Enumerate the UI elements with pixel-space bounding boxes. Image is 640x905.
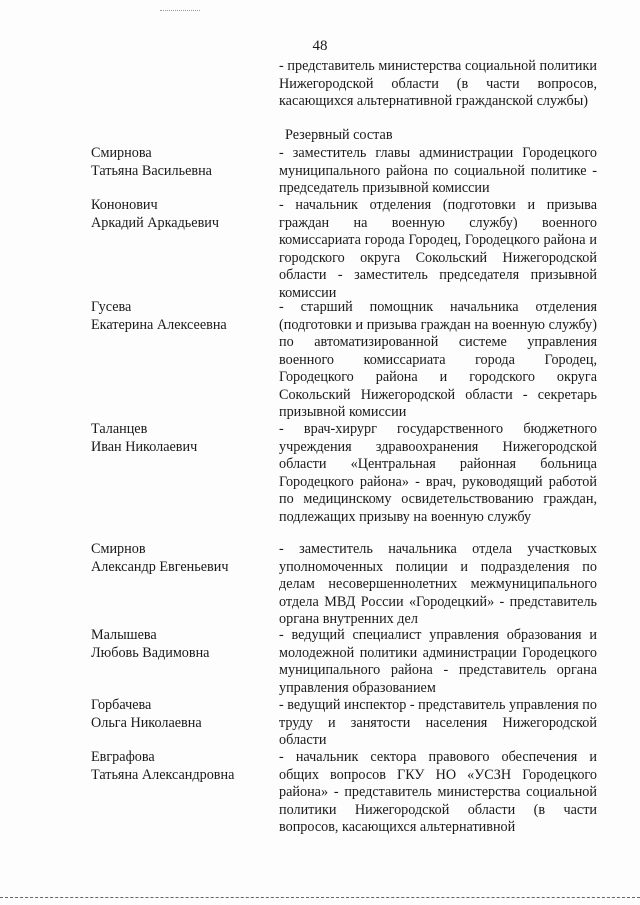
member-given-name: Александр Евгеньевич — [91, 558, 229, 575]
page-number: 48 — [312, 38, 328, 54]
member-surname: Таланцев — [91, 421, 148, 437]
member-given-name: Аркадий Аркадьевич — [91, 214, 219, 231]
member-surname: Малышева — [91, 627, 157, 643]
member-role: - врач-хирург государственного бюджетного учреждения здравоохранения Нижегородской области «Центральная районная больница Городецкого района» - врач, руководящий работой по медицинскому освидетельствованию граждан, подлежащих призыву на военную службу — [279, 421, 597, 525]
member-given-name: Любовь Вадимовна — [91, 644, 210, 661]
member-surname: Кононович — [91, 197, 158, 213]
member-role: - начальник сектора правового обеспечения и общих вопросов ГКУ НО «УСЗН Городецкого района» - представитель министерства социальной политики Нижегородской области (в части вопросов, касающихся альтернативной — [279, 749, 597, 835]
member-given-name: Татьяна Васильевна — [91, 162, 212, 179]
member-name — [91, 299, 271, 334]
member-given-name: Екатерина Алексеевна — [91, 316, 227, 333]
member-name — [91, 421, 271, 456]
member-name — [91, 697, 271, 732]
member-surname: Евграфова — [91, 749, 155, 765]
member-name — [91, 145, 271, 180]
member-surname: Смирнова — [91, 145, 152, 161]
member-role: - ведущий инспектор - представитель управления по труду и занятости населения Нижегородской области — [279, 697, 597, 748]
member-role: - заместитель главы администрации Городецкого муниципального района по социальной политике - председатель призывной комиссии — [279, 145, 597, 196]
member-role: - ведущий специалист управления образования и молодежной политики администрации Городецкого муниципального района - представитель органа управления образованием — [279, 627, 597, 696]
member-surname: Горбачева — [91, 697, 152, 713]
member-role: - заместитель начальника отдела участковых уполномоченных полиции и подразделения по делам несовершеннолетних межмуниципального отдела МВД России «Городецкий» - представитель органа внутренних дел — [279, 541, 597, 627]
member-role: - старший помощник начальника отделения (подготовки и призыва граждан на военную службу) по автоматизированной системе управления военного комиссариата города Городец, Городецкого района и городского округа Сокольский Нижегородской области - секретарь призывной комиссии — [279, 299, 597, 420]
member-name — [91, 627, 271, 662]
member-surname: Гусева — [91, 299, 132, 315]
member-role: - начальник отделения (подготовки и призыва граждан на военную службу) военного комиссариата города Городец, Городецкого района и городского округа Сокольский Нижегородской области - заместитель председателя призывной комиссии — [279, 197, 597, 301]
member-surname: Смирнов — [91, 541, 146, 557]
scan-artifact-bottom — [0, 897, 640, 898]
scan-artifact-top — [160, 10, 200, 11]
member-given-name: Татьяна Александровна — [91, 766, 235, 783]
reserve-heading: Резервный состав — [285, 127, 393, 143]
member-given-name: Иван Николаевич — [91, 438, 198, 455]
member-name — [91, 749, 271, 784]
member-name — [91, 197, 271, 232]
member-given-name: Ольга Николаевна — [91, 714, 202, 731]
intro-description: - представитель министерства социальной политики Нижегородской области (в части вопросов, касающихся альтернативной гражданской службы) — [279, 58, 597, 109]
member-name — [91, 541, 271, 576]
